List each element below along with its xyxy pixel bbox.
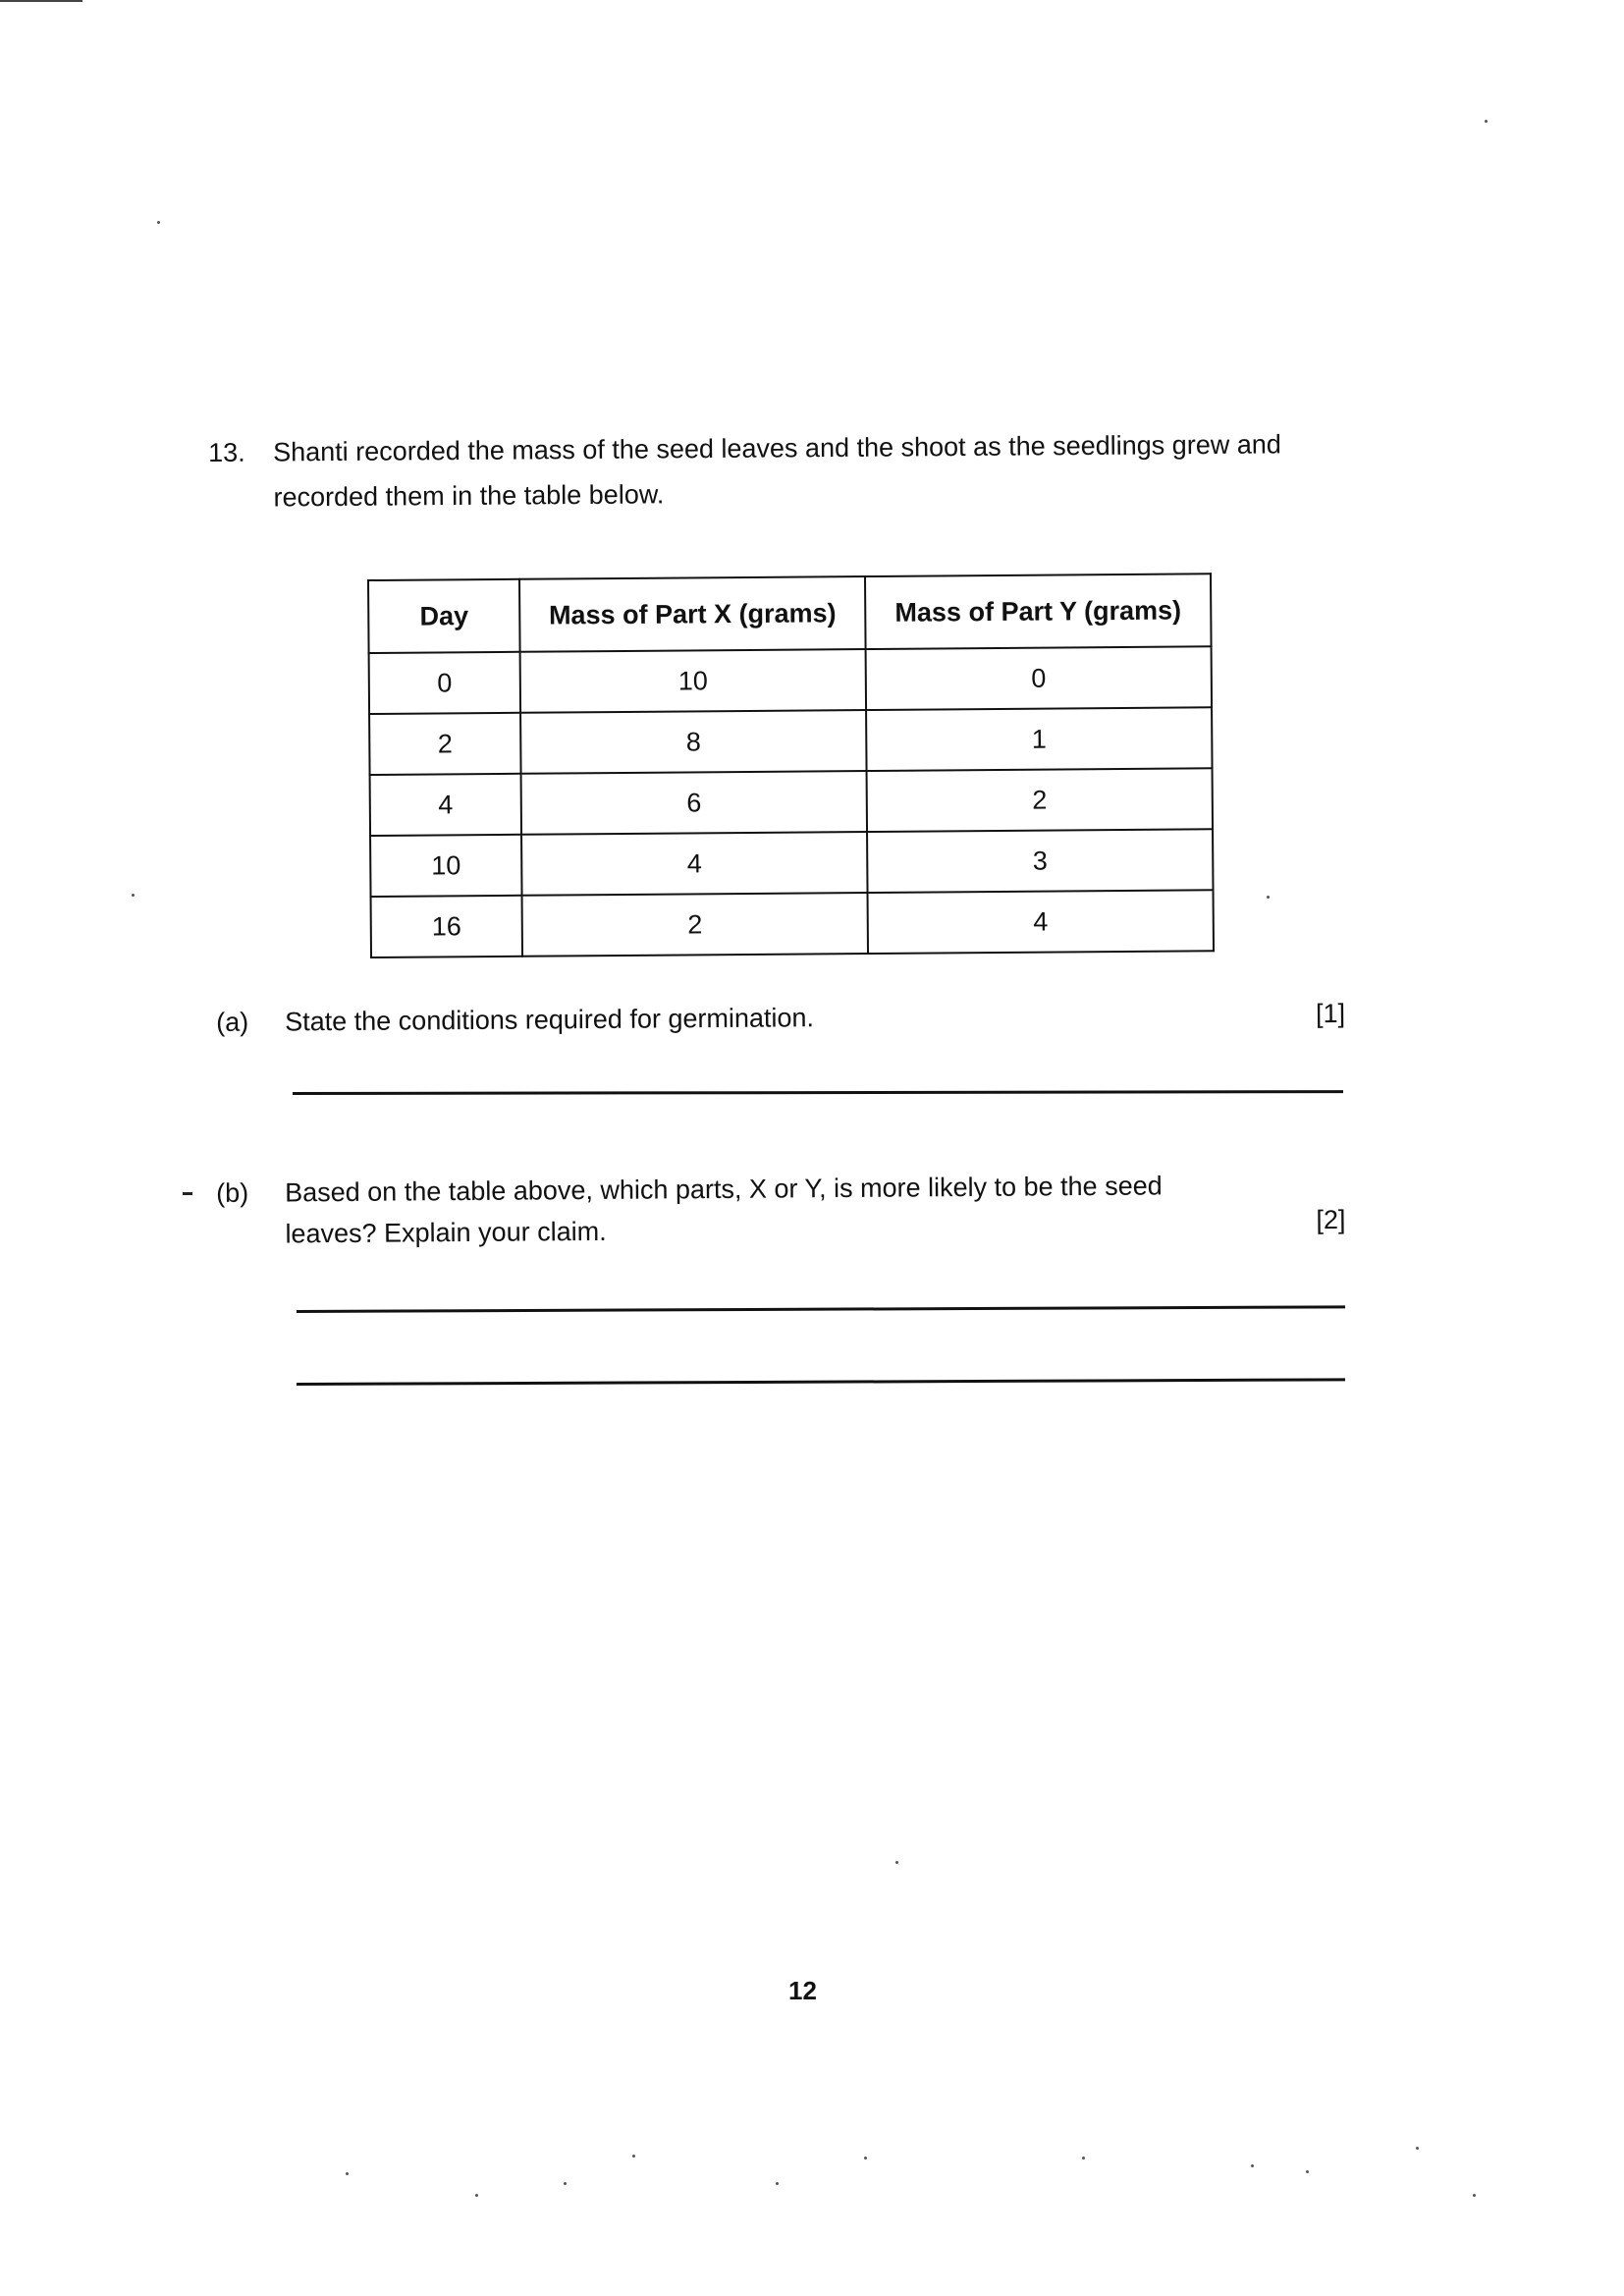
scan-speck bbox=[564, 2182, 567, 2185]
cell-mass-y: 4 bbox=[868, 890, 1214, 954]
scan-speck bbox=[346, 2172, 349, 2175]
scan-speck bbox=[475, 2194, 478, 2197]
corner-rule bbox=[0, 0, 82, 2]
scan-speck bbox=[1267, 896, 1270, 899]
cell-mass-x: 6 bbox=[521, 771, 867, 835]
scan-speck bbox=[632, 2155, 635, 2158]
table-row bbox=[370, 829, 1213, 897]
cell-mass-x: 8 bbox=[520, 710, 866, 774]
scan-speck bbox=[1485, 120, 1488, 123]
part-a-marks: [1] bbox=[1315, 998, 1346, 1029]
cell-day: 0 bbox=[369, 652, 520, 714]
page-number: 12 bbox=[788, 1976, 817, 2005]
cell-mass-x: 10 bbox=[520, 649, 866, 713]
header-mass-x: Mass of Part X (grams) bbox=[519, 576, 866, 652]
scan-speck bbox=[895, 1861, 898, 1864]
part-a-question: State the conditions required for germination. bbox=[285, 1003, 815, 1037]
cell-mass-x: 4 bbox=[521, 832, 867, 896]
scan-speck bbox=[157, 221, 160, 224]
question-13 bbox=[208, 421, 1347, 513]
table-row bbox=[369, 707, 1212, 775]
seedling-mass-table bbox=[367, 573, 1215, 958]
cell-day: 10 bbox=[370, 835, 521, 897]
scan-speck bbox=[1082, 2157, 1085, 2159]
cell-mass-y: 1 bbox=[866, 707, 1212, 771]
cell-mass-y: 0 bbox=[866, 646, 1212, 710]
scan-speck bbox=[864, 2157, 867, 2159]
answer-line-a[interactable] bbox=[293, 1090, 1343, 1094]
part-b bbox=[216, 1164, 1346, 1249]
scan-speck bbox=[1251, 2164, 1254, 2167]
cell-day: 4 bbox=[370, 774, 521, 836]
header-day: Day bbox=[368, 579, 520, 653]
cell-mass-y: 2 bbox=[867, 768, 1213, 832]
table-header-row bbox=[368, 574, 1212, 653]
scan-speck bbox=[1416, 2147, 1419, 2150]
part-a-label: (a) bbox=[216, 1007, 249, 1037]
answer-line-b-2[interactable] bbox=[297, 1378, 1345, 1385]
table-row bbox=[369, 646, 1212, 714]
stray-dash-mark bbox=[183, 1192, 192, 1195]
cell-day: 2 bbox=[369, 713, 520, 775]
scan-speck bbox=[1473, 2194, 1476, 2197]
scan-speck bbox=[132, 894, 135, 897]
scan-speck bbox=[1306, 2170, 1309, 2173]
cell-day: 16 bbox=[371, 896, 522, 957]
table-row bbox=[371, 890, 1214, 957]
table-row bbox=[370, 768, 1213, 836]
part-b-question: Based on the table above, which parts, X or Y, is more likely to be the seed leaves? Explain your claim. bbox=[285, 1171, 1163, 1249]
part-b-label: (b) bbox=[216, 1177, 249, 1208]
answer-line-b-1[interactable] bbox=[297, 1305, 1345, 1312]
cell-mass-y: 3 bbox=[867, 829, 1213, 893]
header-mass-y: Mass of Part Y (grams) bbox=[865, 574, 1212, 649]
part-a bbox=[216, 993, 1346, 1037]
question-number: 13. bbox=[208, 437, 245, 467]
cell-mass-x: 2 bbox=[522, 893, 868, 957]
part-b-marks: [2] bbox=[1316, 1204, 1346, 1235]
scan-speck bbox=[776, 2182, 779, 2185]
question-text: Shanti recorded the mass of the seed leaves and the shoot as the seedlings grew and recorded them in the table below. bbox=[273, 429, 1281, 513]
